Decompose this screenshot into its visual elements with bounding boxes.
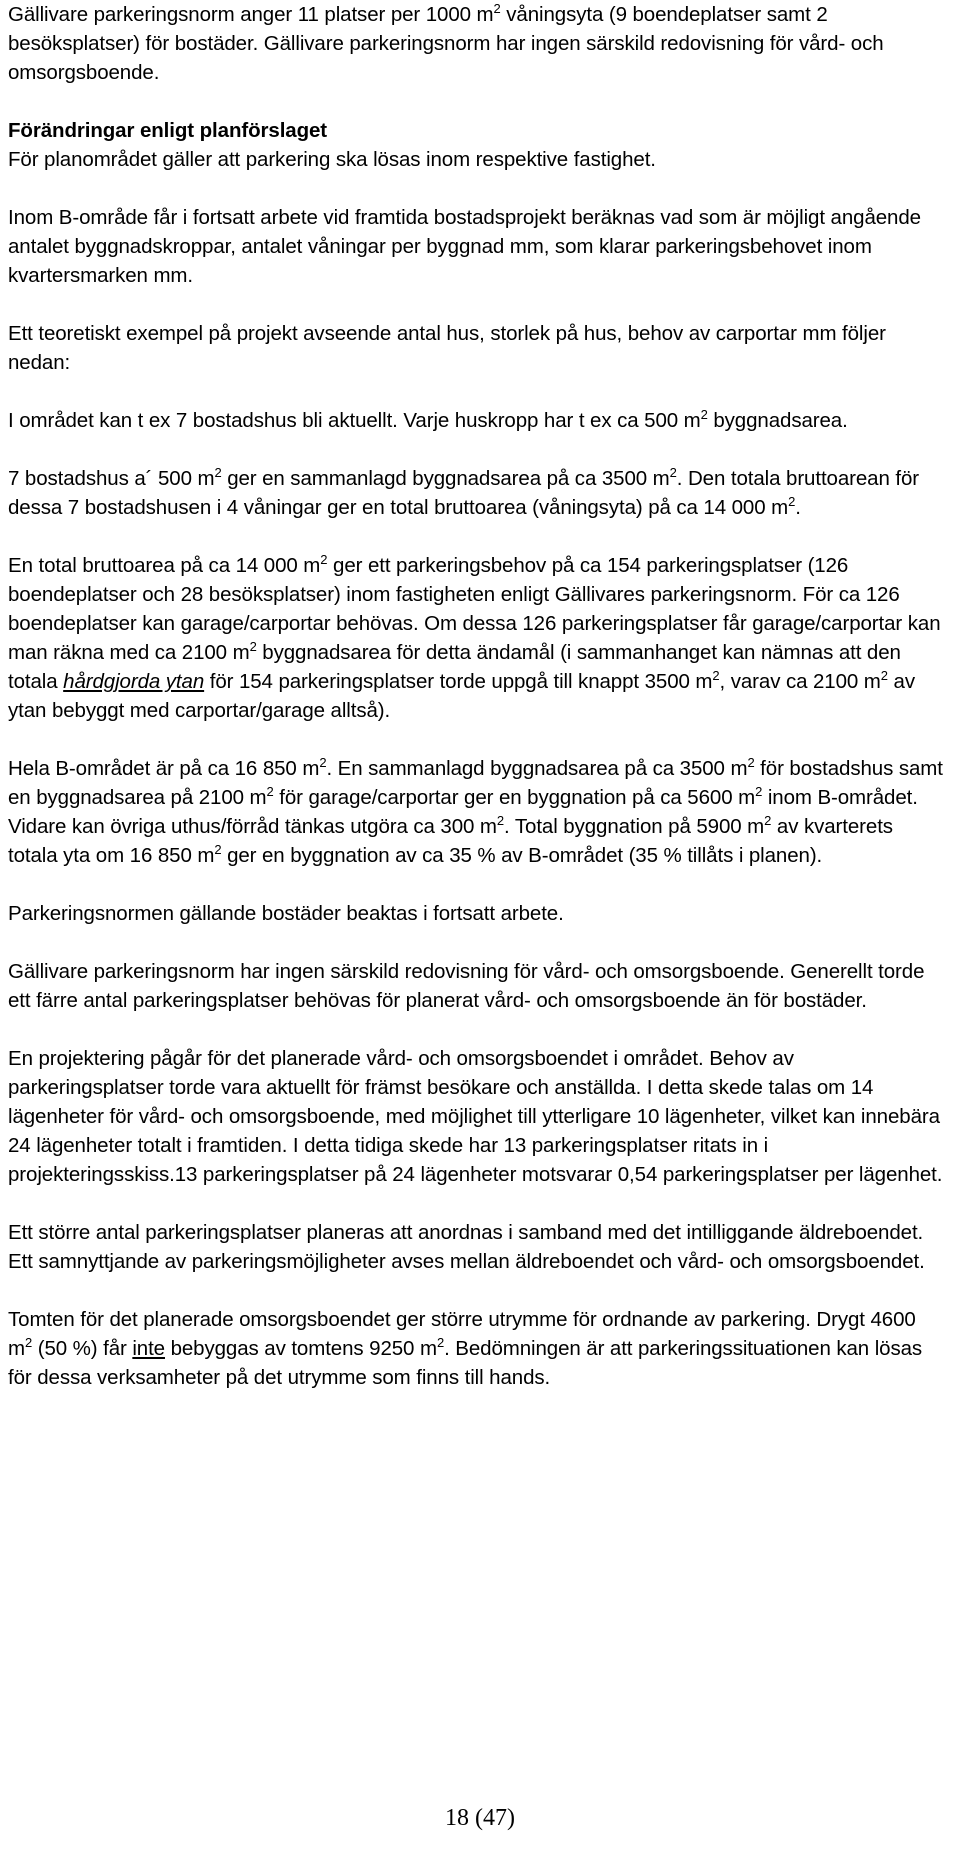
text-run: Tomten för det planerade omsorgsboendet ger större utrymme för ordnande av parkering. Drygt 4600 m bbox=[8, 1308, 916, 1360]
superscript: 2 bbox=[764, 813, 772, 828]
text-run: Gällivare parkeringsnorm anger 11 platser per 1000 m bbox=[8, 3, 494, 26]
paragraph-gross-area bbox=[8, 464, 944, 522]
underlined-text: inte bbox=[132, 1337, 165, 1360]
section-heading: Förändringar enligt planförslaget bbox=[8, 119, 328, 142]
text-run: för 154 parkeringsplatser torde uppgå till knappt 3500 m bbox=[204, 670, 713, 693]
paragraph-b-area-total bbox=[8, 754, 944, 870]
paragraph-parking-need bbox=[8, 551, 944, 725]
superscript: 2 bbox=[747, 755, 755, 770]
superscript: 2 bbox=[24, 1335, 33, 1350]
text-run: för bostadshus samt en byggnadsarea på 2100 m bbox=[8, 757, 943, 809]
paragraph-norm-considered: Parkeringsnormen gällande bostäder beaktas i fortsatt arbete. bbox=[8, 902, 564, 925]
text-run: 7 bostadshus a´ 500 m bbox=[8, 467, 215, 490]
superscript: 2 bbox=[436, 1335, 445, 1350]
text-run: våningsyta (9 boendeplatser samt 2 besöksplatser) för bostäder. Gällivare parkeringsnorm har ingen särskild redovisning för vård- och omsorgsboende. bbox=[8, 3, 884, 84]
text-run: , varav ca 2100 m bbox=[719, 670, 881, 693]
superscript: 2 bbox=[880, 668, 888, 683]
text-run: . bbox=[795, 496, 801, 519]
text-run: I området kan t ex 7 bostadshus bli aktuellt. Varje huskropp har t ex ca 500 m bbox=[8, 409, 701, 432]
text-run: ger en byggnation av ca 35 % av B-området (35 % tillåts i planen). bbox=[221, 844, 823, 867]
superscript: 2 bbox=[496, 813, 505, 828]
text-run: . Bedömningen är att parkeringssituationen kan lösas för dessa verksamheter på det utrymme som finns till hands. bbox=[8, 1337, 923, 1389]
superscript: 2 bbox=[266, 784, 274, 799]
text-run: byggnadsarea för detta ändamål (i sammanhanget kan nämnas att den totala bbox=[8, 641, 901, 693]
paragraph-example-intro: Ett teoretiskt exempel på projekt avseende antal hus, storlek på hus, behov av carportar mm följer nedan: bbox=[8, 322, 886, 374]
superscript: 2 bbox=[712, 668, 720, 683]
text-run: . Den totala bruttoarean för dessa 7 bostadshusen i 4 våningar ger en total bruttoarea (våningsyta) på ca 14 000 m bbox=[8, 467, 919, 519]
text-run: ger en sammanlagd byggnadsarea på ca 3500 m bbox=[221, 467, 670, 490]
paragraph-parking-norm bbox=[8, 0, 944, 87]
text-run: En total bruttoarea på ca 14 000 m bbox=[8, 554, 321, 577]
text-run: ger ett parkeringsbehov på ca 154 parkeringsplatser (126 boendeplatser och 28 besöksplatser) inom fastigheten enligt Gällivares parkeringsnorm. För ca 126 boendeplatser kan garage/carportar behövas. Om dessa 126 parkeringsplatser får garage/carportar kan man räkna med ca 2100 m bbox=[8, 554, 941, 664]
superscript: 2 bbox=[700, 407, 708, 422]
text-run: av kvarterets totala yta om 16 850 m bbox=[8, 815, 893, 867]
paragraph-care-home-project: En projektering pågår för det planerade vård- och omsorgsboendet i området. Behov av parkeringsplatser torde vara aktuellt för främst besökare och anställda. I detta skede talas om 14 lägenheter för vård- och omsorgsboende, med möjlighet till ytterligare 10 lägenheter, vilket kan innebära 24 lägenheter totalt i framtiden. I detta tidiga skede har 13 parkeringsplatser ritats in i projekteringsskiss.13 parkeringsplatser på 24 lägenheter motsvarar 0,54 parkeringsplatser per lägenhet. bbox=[8, 1047, 943, 1186]
text-run: av ytan bebyggt med carportar/garage alltså). bbox=[8, 670, 915, 722]
text-run: Hela B-området är på ca 16 850 m bbox=[8, 757, 320, 780]
superscript: 2 bbox=[214, 842, 222, 857]
text-run: (50 %) får bbox=[32, 1337, 133, 1360]
superscript: 2 bbox=[320, 552, 328, 567]
paragraph-houses bbox=[8, 406, 944, 435]
page-number: 18 (47) bbox=[445, 1805, 515, 1831]
text-run: . Total byggnation på 5900 m bbox=[504, 815, 765, 838]
text-run: . En sammanlagd byggnadsarea på ca 3500 m bbox=[326, 757, 748, 780]
superscript: 2 bbox=[214, 465, 222, 480]
emphasis-text: hårdgjorda ytan bbox=[63, 670, 205, 693]
text-run: bebyggas av tomtens 9250 m bbox=[164, 1337, 437, 1360]
superscript: 2 bbox=[788, 494, 796, 509]
text-run: byggnadsarea. bbox=[707, 409, 848, 432]
text-run: inom B-området. Vidare kan övriga uthus/förråd tänkas utgöra ca 300 m bbox=[8, 786, 918, 838]
paragraph-plot-parking bbox=[8, 1305, 944, 1392]
superscript: 2 bbox=[319, 755, 327, 770]
superscript: 2 bbox=[755, 784, 763, 799]
superscript: 2 bbox=[493, 1, 501, 16]
paragraph-shared-parking: Ett större antal parkeringsplatser planeras att anordnas i samband med det intilliggande äldreboendet. Ett samnyttjande av parkeringsmöjligheter avses mellan äldreboendet och vård- och omsorgsboendet. bbox=[8, 1221, 925, 1273]
superscript: 2 bbox=[249, 639, 257, 654]
superscript: 2 bbox=[669, 465, 677, 480]
paragraph-b-area: Inom B-område får i fortsatt arbete vid framtida bostadsprojekt beräknas vad som är möjligt angående antalet byggnadskroppar, antalet våningar per byggnad mm, som klarar parkeringsbehovet inom kvartersmarken mm. bbox=[8, 206, 921, 287]
paragraph-plan-area: För planområdet gäller att parkering ska lösas inom respektive fastighet. bbox=[8, 148, 656, 171]
text-run: för garage/carportar ger en byggnation på ca 5600 m bbox=[273, 786, 756, 809]
paragraph-care-home-norm: Gällivare parkeringsnorm har ingen särskild redovisning för vård- och omsorgsboende. Generellt torde ett färre antal parkeringsplatser behövas för planerat vård- och omsorgsboende än för bostäder. bbox=[8, 960, 925, 1012]
